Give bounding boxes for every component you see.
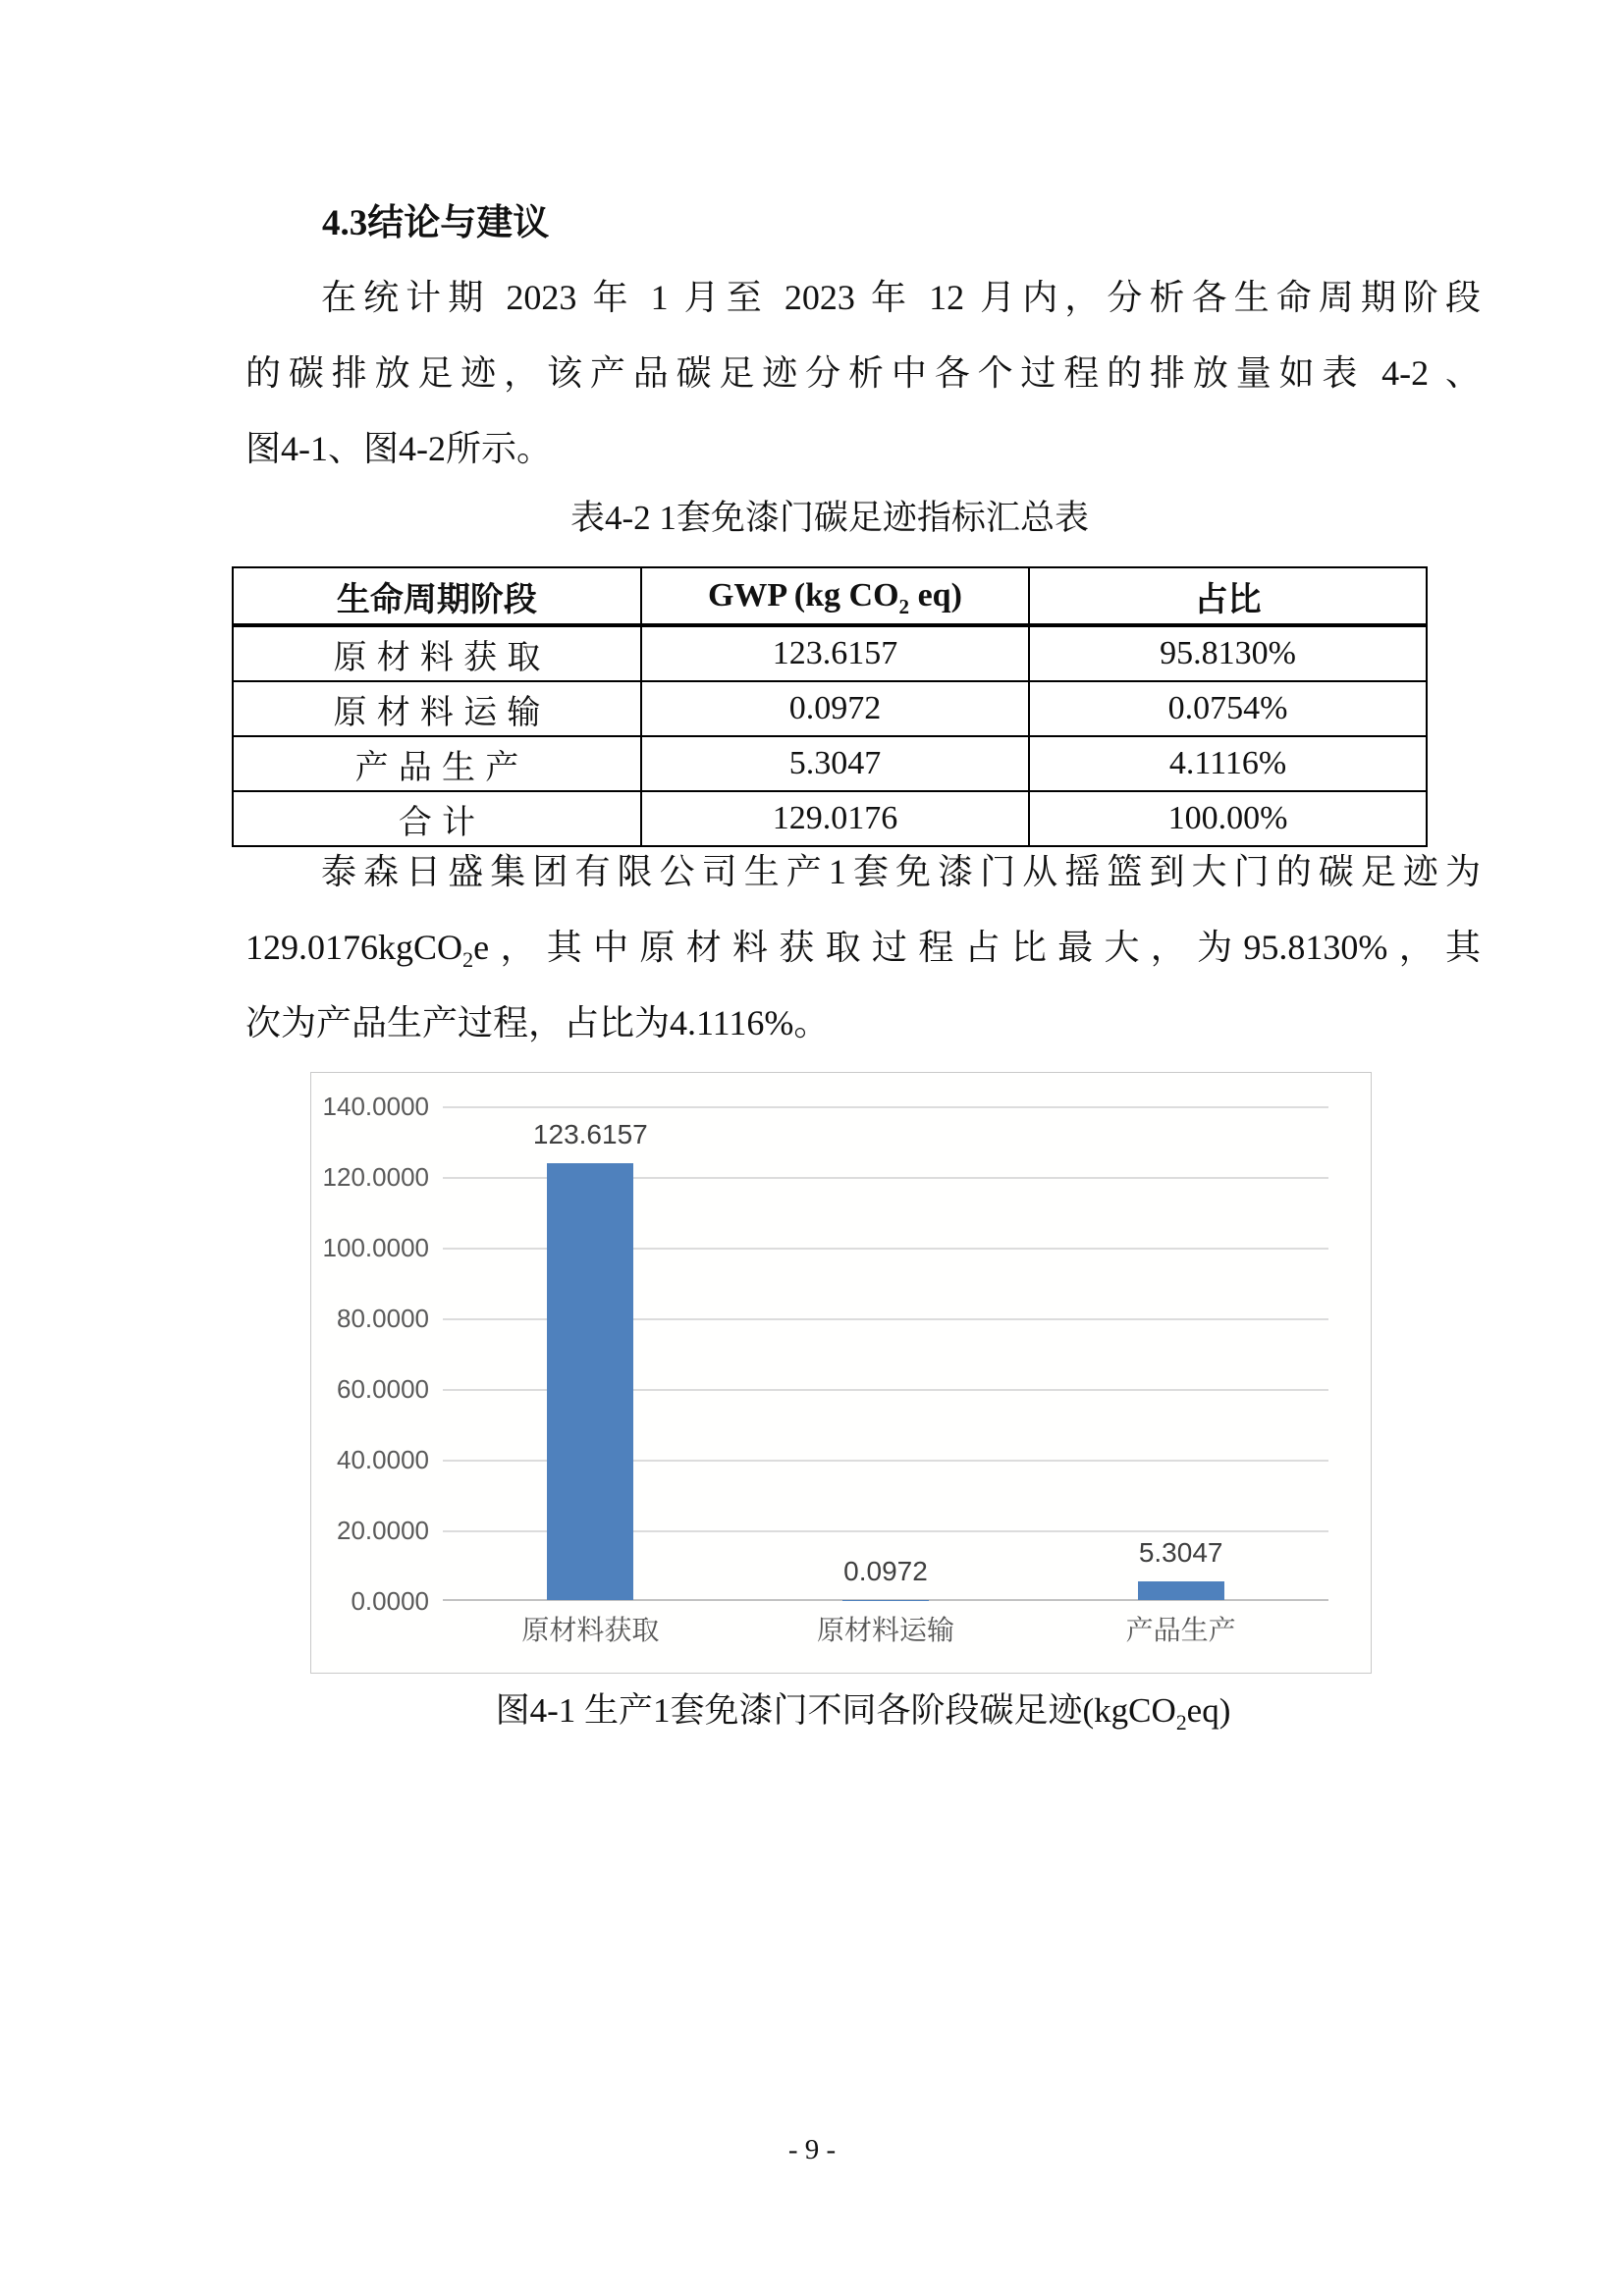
- conclusion-paragraph: [245, 834, 1481, 1061]
- column-header-share: 占比: [1029, 567, 1427, 625]
- table-title: 表4-2 1套免漆门碳足迹指标汇总表: [570, 499, 1089, 537]
- x-axis-labels: [443, 1609, 1328, 1648]
- x-axis-label: 原材料运输: [816, 1615, 954, 1645]
- y-axis-tick: 100.0000: [322, 1233, 429, 1262]
- share-cell: 100.00%: [1029, 791, 1427, 846]
- gwp-cell: 5.3047: [641, 736, 1029, 791]
- y-axis-tick: 120.0000: [322, 1162, 429, 1192]
- stage-cell: 原材料运输: [233, 681, 641, 736]
- column-header-stage: 生命周期阶段: [233, 567, 641, 625]
- paragraph-line: 图4-1、图4-2所示。: [245, 429, 552, 468]
- section-heading: 4.3结论与建议: [322, 203, 550, 243]
- paragraph-text: 129.0176kgCO: [245, 928, 463, 967]
- intro-paragraph: [245, 260, 1481, 487]
- bar-chart-figure: [310, 1072, 1372, 1674]
- gwp-cell: 129.0176: [641, 791, 1029, 846]
- y-axis-tick: 40.0000: [337, 1445, 429, 1474]
- paragraph-line: 的碳排放足迹，该产品碳足迹分析中各个过程的排放量如表 4-2 、: [245, 353, 1481, 393]
- gwp-cell: 123.6157: [641, 625, 1029, 681]
- paragraph-line: 次为产品生产过程，占比为4.1116%。: [245, 1003, 830, 1042]
- page-number: - 9 -: [787, 2134, 837, 2165]
- bar-product-manufacturing: [1138, 1581, 1224, 1600]
- figure-caption: [245, 1689, 1481, 1733]
- gridline: [443, 1106, 1328, 1108]
- share-cell: 4.1116%: [1029, 736, 1427, 791]
- table-row: [233, 736, 1427, 791]
- y-axis-tick: 80.0000: [337, 1304, 429, 1333]
- table-row: [233, 625, 1427, 681]
- stage-cell: 产品生产: [233, 736, 641, 791]
- caption-text: 图4-1 生产1套免漆门不同各阶段碳足迹(kgCO: [495, 1691, 1176, 1730]
- y-axis-tick: 20.0000: [337, 1516, 429, 1545]
- table-row: [233, 681, 1427, 736]
- bar-value-label: 123.6157: [532, 1118, 648, 1149]
- stage-cell: 合计: [233, 791, 641, 846]
- co2-subscript: 2: [1175, 1711, 1187, 1735]
- chart-plot-area: [443, 1106, 1328, 1601]
- carbon-footprint-summary-table: [232, 566, 1428, 847]
- bar-value-label: 5.3047: [1138, 1536, 1223, 1568]
- y-axis-tick: 140.0000: [322, 1092, 429, 1121]
- caption-text: eq): [1186, 1691, 1231, 1730]
- stage-cell: 原材料获取: [233, 625, 641, 681]
- paragraph-text: e，其中原材料获取过程占比最大，为95.8130%，其: [473, 928, 1481, 967]
- co2-subscript: 2: [462, 947, 474, 973]
- share-cell: 95.8130%: [1029, 625, 1427, 681]
- gwp-cell: 0.0972: [641, 681, 1029, 736]
- bar-value-label: 0.0972: [843, 1555, 928, 1586]
- bar-raw-material-acquisition: [547, 1163, 633, 1600]
- column-header-gwp: [641, 567, 1029, 625]
- paragraph-line: 泰森日盛集团有限公司生产1套免漆门从摇篮到大门的碳足迹为: [321, 852, 1481, 891]
- gwp-header-text: GWP (kg CO: [707, 577, 899, 614]
- y-axis-tick: 0.0000: [351, 1586, 429, 1616]
- table-header-row: [233, 567, 1427, 625]
- x-axis-label: 产品生产: [1125, 1615, 1236, 1645]
- share-cell: 0.0754%: [1029, 681, 1427, 736]
- y-axis-tick: 60.0000: [337, 1374, 429, 1404]
- paragraph-line: [245, 910, 1481, 986]
- gwp-header-text: eq): [909, 577, 962, 614]
- x-axis-label: 原材料获取: [521, 1615, 660, 1645]
- paragraph-line: 在统计期 2023 年 1 月至 2023 年 12 月内，分析各生命周期阶段: [321, 278, 1481, 317]
- gwp-header-subscript: 2: [898, 594, 910, 618]
